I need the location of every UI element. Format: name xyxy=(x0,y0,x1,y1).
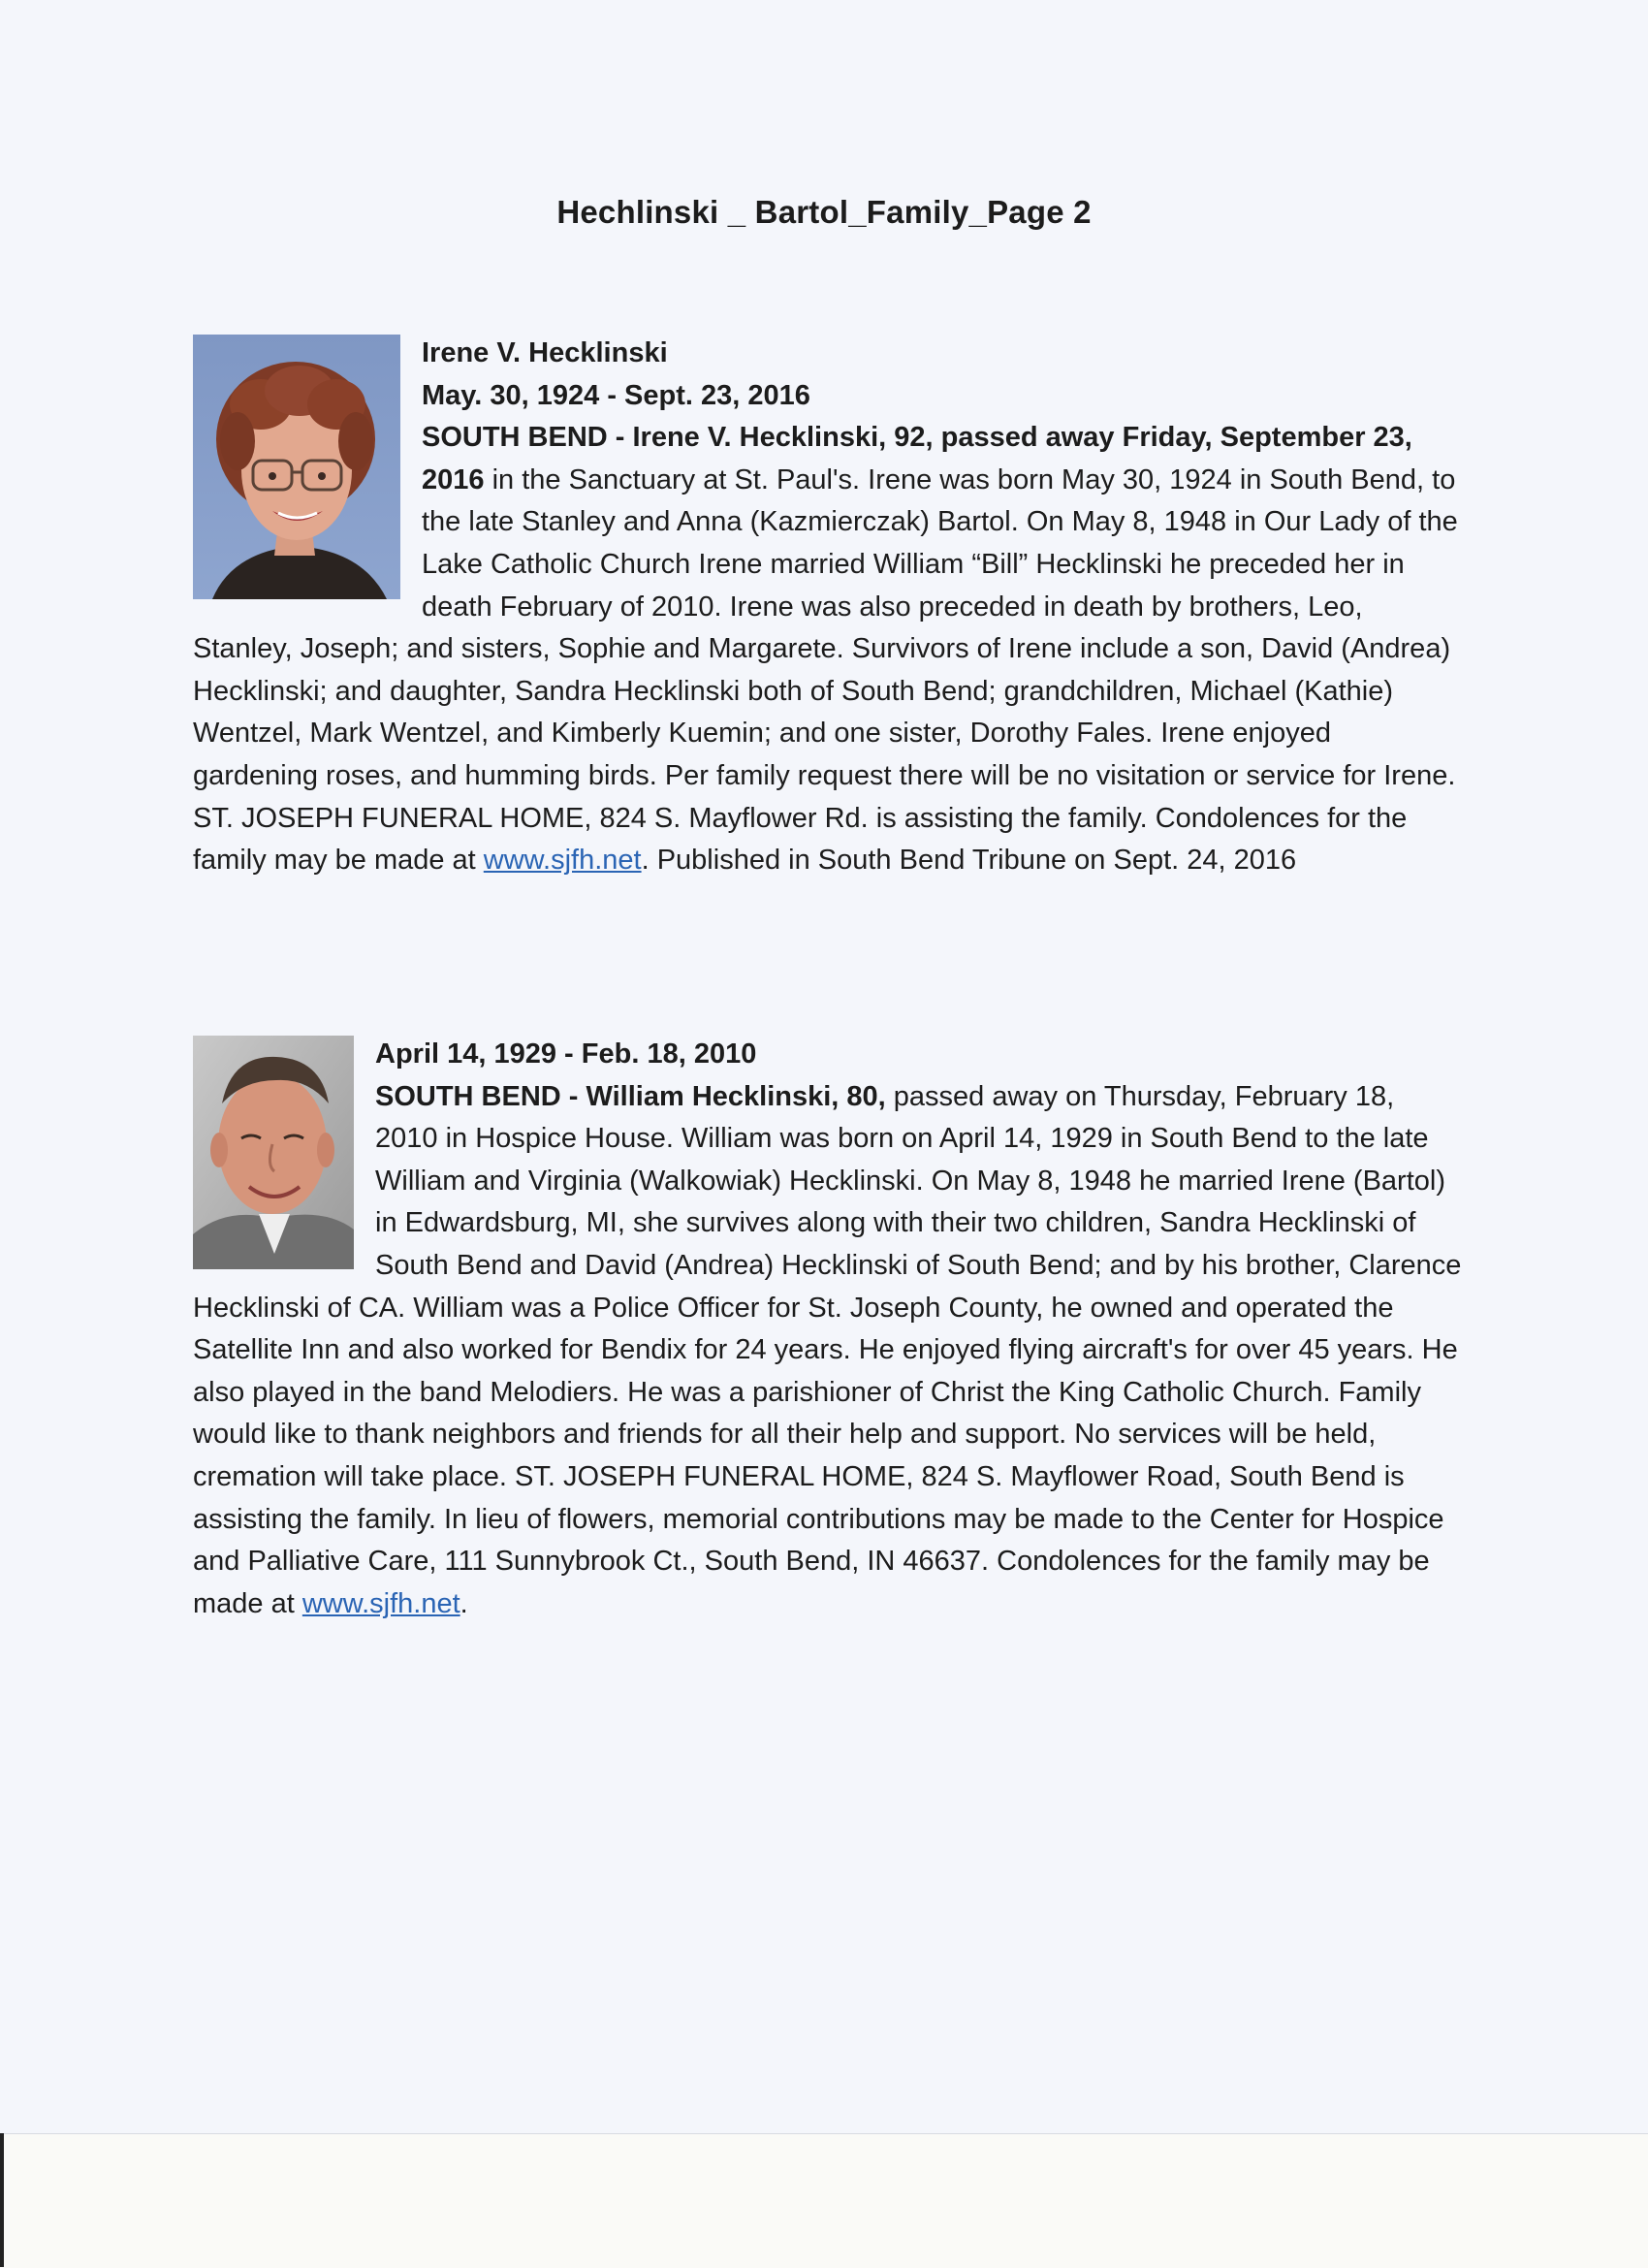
obituary-lead: SOUTH BEND - William Hecklinski, 80, xyxy=(375,1080,886,1112)
obituary-name: Irene V. Hecklinski xyxy=(422,337,668,368)
obituary-william xyxy=(193,1034,1463,1625)
funeral-home-link[interactable]: www.sjfh.net xyxy=(483,845,642,877)
document-title: Hechlinski _ Bartol_Family_Page 2 xyxy=(556,194,1092,230)
obituary-text xyxy=(193,1076,1463,1626)
obituary-body-end: . Published in South Bend Tribune on Sept. 24, 2016 xyxy=(641,845,1297,877)
obituary-lead: SOUTH BEND - Irene V. Hecklinski, 92, passed away Friday, September 23, 2016 xyxy=(422,422,1412,495)
obituary-body-end: . xyxy=(460,1587,468,1619)
funeral-home-link[interactable]: www.sjfh.net xyxy=(301,1587,460,1619)
obituary-dates: April 14, 1929 - Feb. 18, 2010 xyxy=(375,1038,757,1070)
portrait-photo-irene xyxy=(193,335,400,599)
obituary-body: in the Sanctuary at St. Paul's. Irene was born May 30, 1924 in South Bend, to the late Stanley and Anna (Kazmierczak) Bartol. On May 8, 1948 in Our Lady of the Lake Catholic Church Irene married William “Bill” Hecklinski he preceded her in death February of 2010. Irene was also preceded in death by brothers, Leo, Stanley, Joseph; and sisters, Sophie and Margarete. Survivors of Irene include a son, David (Andrea) Hecklinski; and daughter, Sandra Hecklinski both of South Bend; grandchildren, Michael (Kathie) Wentzel, Mark Wentzel, and Kimberly Kuemin; and one sister, Dorothy Fales. Irene enjoyed gardening roses, and humming birds. Per family request there will be no visitation or service for Irene. ST. JOSEPH FUNERAL HOME, 824 S. Mayflower Rd. is assisting the family. Condolences for the family may be made at xyxy=(193,463,1458,877)
obituary-body: passed away on Thursday, February 18, 2010 in Hospice House. William was born on April 14, 1929 in South Bend to the late William and Virginia (Walkowiak) Hecklinski. On May 8, 1948 he married Irene (Bartol) in Edwardsburg, MI, she survives along with their two children, Sandra Hecklinski of South Bend and David (Andrea) Hecklinski of South Bend; and by his brother, Clarence Hecklinski of CA. William was a Police Officer for St. Joseph County, he owned and operated the Satellite Inn and also worked for Bendix for 24 years. He enjoyed flying aircraft's for over 45 years. He also played in the band Melodiers. He was a parishioner of Christ the King Catholic Church. Family would like to thank neighbors and friends for all their help and support. No services will be held, cremation will take place. ST. JOSEPH FUNERAL HOME, 824 S. Mayflower Road, South Bend is assisting the family. In lieu of flowers, memorial contributions may be made to the Center for Hospice and Palliative Care, 111 Sunnybrook Ct., South Bend, IN 46637. Condolences for the family may be made at xyxy=(193,1080,1462,1619)
obituary-irene xyxy=(193,333,1463,882)
portrait-photo-william xyxy=(193,1036,354,1269)
obituary-dates: May. 30, 1924 - Sept. 23, 2016 xyxy=(422,379,810,411)
page-edge-shadow xyxy=(0,2133,4,2267)
page-bottom-band xyxy=(0,2133,1648,2268)
